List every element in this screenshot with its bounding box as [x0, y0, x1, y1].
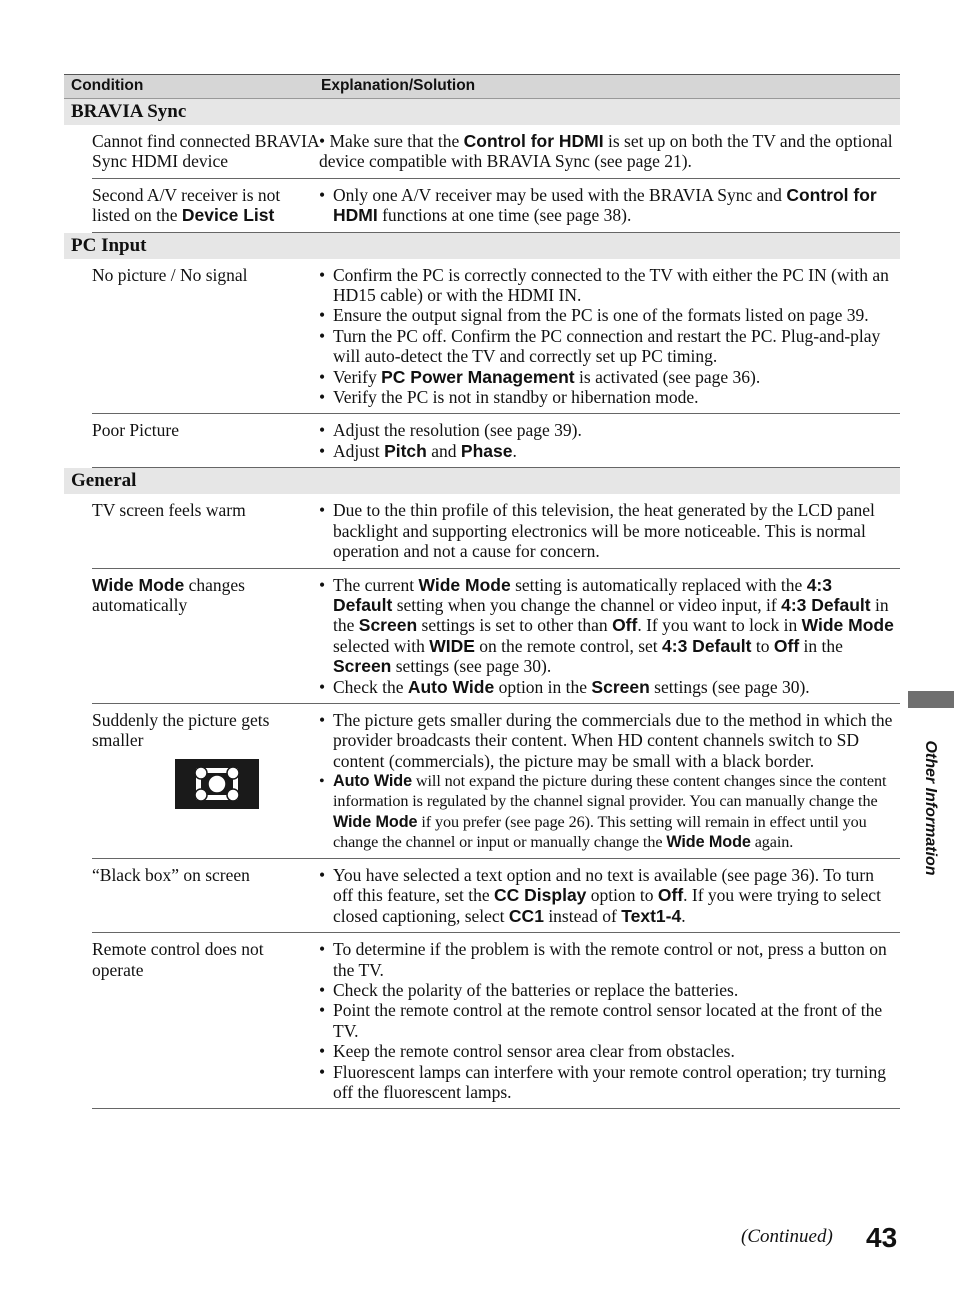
menu-term: Screen: [591, 676, 650, 697]
menu-term: Pitch: [384, 440, 427, 461]
table-row: [92, 704, 900, 859]
solution-cell: [319, 933, 900, 1108]
text: • Make sure that the: [319, 131, 464, 151]
menu-term: Control for HDMI: [463, 131, 604, 151]
solution-cell: [319, 414, 900, 467]
text: changes automatically: [92, 574, 245, 615]
condition-cell: [92, 569, 319, 703]
table-row: [92, 259, 900, 415]
solution-cell: [319, 859, 900, 932]
menu-term: CC1: [508, 905, 544, 926]
condition-cell: [92, 179, 319, 232]
text: Adjust: [333, 440, 385, 461]
text: You have selected a text option and no text is available (see page 36). To turn off this feature, set the: [333, 864, 874, 906]
condition-cell: Poor Picture: [92, 420, 180, 441]
menu-term: Auto Wide: [407, 676, 495, 697]
table-row: [92, 125, 900, 179]
menu-term: Auto Wide: [333, 772, 412, 791]
menu-term: Screen: [358, 615, 418, 636]
bullet-item: • To determine if the problem is with the remote control or not, press a button on the TV.: [319, 939, 894, 980]
solution-cell: [319, 259, 900, 414]
text: is set up on both the TV and the optional device compatible with BRAVIA Sync (see page 21).: [319, 131, 893, 172]
table-header: [64, 74, 900, 99]
bullet-item: • The picture gets smaller during the commercials due to the method in which the provider broadcasts their content. When HD content channels switch to SD content (commercials), the picture may be small with a black border.: [319, 710, 894, 771]
condition-cell: “Black box” on screen: [92, 864, 250, 885]
text: will not expand the picture during these content changes since the content information is regulated by the channel signal provider. You can manually change the: [333, 772, 887, 811]
menu-term: Wide Mode: [801, 615, 894, 636]
text: Second A/V receiver is not listed on the: [92, 184, 281, 226]
text: . If you were trying to select closed captioning, select: [333, 885, 881, 926]
text: .: [681, 905, 686, 926]
menu-term: Wide Mode: [418, 574, 511, 595]
table-row: [92, 933, 900, 1109]
bullet-item: • Turn the PC off. Confirm the PC connection and restart the PC. Plug-and-play will auto-detect the TV and correctly set up PC timing.: [319, 326, 894, 367]
text: settings (see page 30).: [649, 676, 810, 697]
page-number: 43: [866, 1222, 898, 1253]
text: Only one A/V receiver may be used with the BRAVIA Sync and: [333, 184, 787, 205]
solution-cell: [319, 704, 900, 858]
bullet-item: • Fluorescent lamps can interfere with your remote control operation; try turning off the fluorescent lamps.: [319, 1062, 894, 1103]
section-tab-marker: [908, 691, 954, 708]
text: The current: [333, 574, 419, 595]
bullet-item: • Adjust the resolution (see page 39).: [319, 420, 894, 440]
table-row: [92, 859, 900, 933]
table-row: [92, 414, 900, 468]
condition-cell: TV screen feels warm: [92, 500, 246, 521]
text: instead of: [543, 905, 622, 926]
menu-term: Screen: [333, 656, 392, 677]
text: in the: [333, 594, 889, 636]
menu-term: Wide Mode: [666, 832, 751, 851]
condition-cell: [92, 704, 319, 858]
bullet-item: [319, 771, 894, 852]
text: . If you want to lock in: [637, 615, 802, 636]
bullet-item: [319, 367, 894, 387]
auto-wide-screen-icon: [175, 759, 259, 809]
text: if you prefer (see page 26). This setting will remain in effect until you change the channel or input or manually change the: [333, 812, 867, 851]
troubleshooting-table: [64, 74, 900, 1109]
text: Verify: [333, 366, 382, 387]
condition-cell: Cannot find connected BRAVIA Sync HDMI device: [92, 131, 319, 172]
text: Suddenly the picture gets smaller: [92, 709, 270, 751]
menu-term: CC Display: [494, 885, 587, 906]
bullet-item: • Confirm the PC is correctly connected to the TV with either the PC IN (with an HD15 cable) or with the HDMI IN.: [319, 265, 894, 306]
continued-note: (Continued): [741, 1226, 833, 1247]
menu-term: Text1-4: [621, 905, 682, 926]
text: option in the: [494, 676, 592, 697]
condition-cell: Remote control does not operate: [92, 939, 264, 980]
bullet-item: [319, 575, 894, 677]
menu-term: Wide Mode: [92, 574, 185, 595]
text: on the remote control, set: [474, 635, 663, 656]
condition-cell: No picture / No signal: [92, 264, 248, 285]
menu-term: Phase: [460, 440, 513, 461]
text: setting when you change the channel or video input, if: [392, 594, 782, 615]
text: to: [751, 635, 774, 656]
bullet-item: • Point the remote control at the remote control sensor located at the front of the TV.: [319, 1000, 894, 1041]
header-condition: Condition: [71, 77, 144, 94]
menu-term: 4:3 Default: [662, 635, 752, 656]
solution-cell: [319, 179, 900, 232]
solution-cell: [319, 494, 900, 567]
menu-term: Off: [612, 615, 638, 636]
menu-term: PC Power Management: [381, 366, 575, 387]
menu-term: Off: [773, 635, 800, 656]
bullet-item: • Due to the thin profile of this television, the heat generated by the LCD panel backlight and supporting electronics will be more noticeable. This is normal operation and not a cause for concern.: [319, 500, 894, 561]
side-section-label: Other Information: [922, 740, 939, 876]
bullet-item: • Verify the PC is not in standby or hibernation mode.: [319, 387, 894, 407]
section-bravia-sync: BRAVIA Sync: [64, 99, 900, 125]
bullet-item: • Check the polarity of the batteries or replace the batteries.: [319, 980, 894, 1000]
menu-term: Wide Mode: [333, 812, 418, 831]
menu-term: 4:3 Default: [333, 574, 832, 615]
text: functions at one time (see page 38).: [377, 205, 632, 226]
menu-term: Off: [657, 885, 684, 906]
bullet-item: [319, 677, 894, 697]
text: Check the: [333, 676, 408, 697]
bullet-item: [319, 865, 894, 926]
table-row: [92, 494, 900, 568]
solution-cell: [319, 125, 900, 178]
text: settings is set to other than: [417, 615, 613, 636]
menu-term: Device List: [181, 205, 275, 226]
table-row: [92, 569, 900, 704]
header-explanation: Explanation/Solution: [321, 77, 476, 94]
menu-term: 4:3 Default: [781, 594, 871, 615]
text: option to: [586, 885, 658, 906]
bullet-item: • Ensure the output signal from the PC is one of the formats listed on page 39.: [319, 305, 894, 325]
text: selected with: [333, 635, 430, 656]
table-row: [92, 179, 900, 233]
section-pc-input: PC Input: [64, 233, 900, 259]
text: in the: [799, 635, 843, 656]
bullet-item: [319, 441, 894, 461]
menu-term: WIDE: [429, 635, 475, 656]
text: setting is automatically replaced with the: [510, 574, 807, 595]
bullet-item: • Keep the remote control sensor area clear from obstacles.: [319, 1041, 894, 1061]
text: settings (see page 30).: [391, 656, 552, 677]
text: and: [426, 440, 461, 461]
section-general: General: [64, 468, 900, 494]
bullet-item: [319, 185, 894, 226]
menu-term: Control for HDMI: [333, 184, 877, 226]
text: .: [512, 440, 517, 461]
solution-cell: [319, 569, 900, 703]
bullet-text: [319, 131, 894, 172]
text: again.: [750, 832, 794, 851]
text: is activated (see page 36).: [574, 366, 761, 387]
